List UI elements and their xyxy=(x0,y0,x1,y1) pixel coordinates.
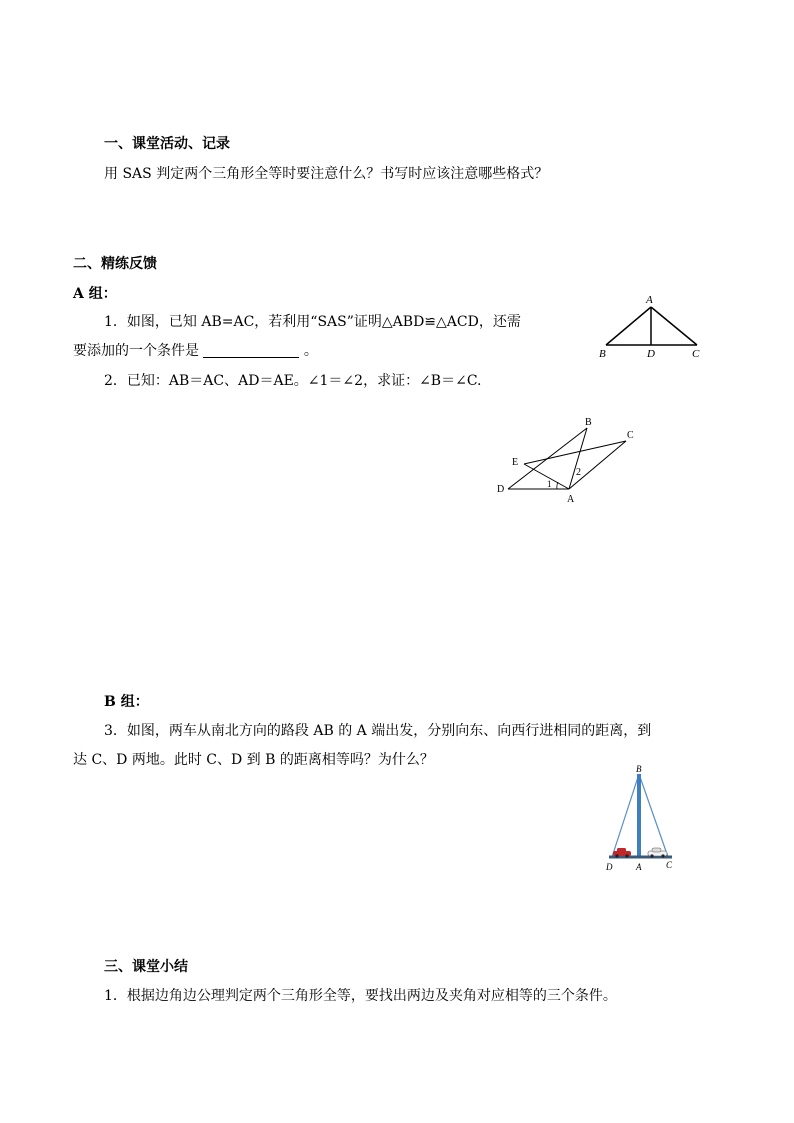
section-3-heading: 三、课堂小结 xyxy=(104,959,188,975)
fig2-label-b: B xyxy=(585,417,592,428)
section-1-question: 用 SAS 判定两个三角形全等时要注意什么？书写时应该注意哪些格式？ xyxy=(104,166,549,182)
fig3-label-a: A xyxy=(636,862,642,872)
white-car-icon xyxy=(648,848,667,858)
question-1-line-1: 1．如图，已知 AB=AC，若利用“SAS”证明△ABD≌△ACD，还需 xyxy=(104,314,521,330)
section-2-heading: 二、精练反馈 xyxy=(73,256,157,272)
figure-road-cars xyxy=(600,763,680,875)
section-1-heading: 一、课堂活动、记录 xyxy=(104,136,230,152)
fig1-label-d: D xyxy=(647,348,655,360)
fig2-angle-1: 1 xyxy=(547,479,552,489)
summary-item-1: 1．根据边角边公理判定两个三角形全等，要找出两边及夹角对应相等的三个条件。 xyxy=(104,988,617,1004)
figure-triangle-abd-acd xyxy=(593,290,713,362)
fig2-angle-2: 2 xyxy=(576,467,581,478)
figure-crossing-triangles xyxy=(490,412,650,510)
answer-blank xyxy=(203,343,299,358)
question-1-line-2 xyxy=(73,342,318,360)
question-3-line-2: 达 C、D 两地。此时 C、D 到 B 的距离相等吗？为什么？ xyxy=(73,752,434,768)
group-a-label: A 组： xyxy=(73,286,117,302)
fig2-label-e: E xyxy=(512,457,519,468)
question-2: 2．已知：AB＝AC、AD＝AE。∠1＝∠2，求证：∠B＝∠C. xyxy=(104,373,482,389)
fig2-label-a: A xyxy=(567,494,575,505)
fig3-label-c: C xyxy=(666,860,673,870)
fig3-label-b: B xyxy=(636,764,642,774)
fig1-label-a: A xyxy=(646,294,653,306)
fig2-label-d: D xyxy=(497,484,505,495)
question-1-suffix: 。 xyxy=(303,343,318,359)
group-b-label: B 组： xyxy=(104,694,149,710)
question-1-prefix: 要添加的一个条件是 xyxy=(73,343,199,359)
fig2-label-c: C xyxy=(627,430,634,441)
fig3-label-d: D xyxy=(606,862,613,872)
fig1-label-c: C xyxy=(692,348,700,360)
fig1-label-b: B xyxy=(599,348,606,360)
question-3-line-1: 3．如图，两车从南北方向的路段 AB 的 A 端出发，分别向东、向西行进相同的距离，到 xyxy=(104,723,652,739)
